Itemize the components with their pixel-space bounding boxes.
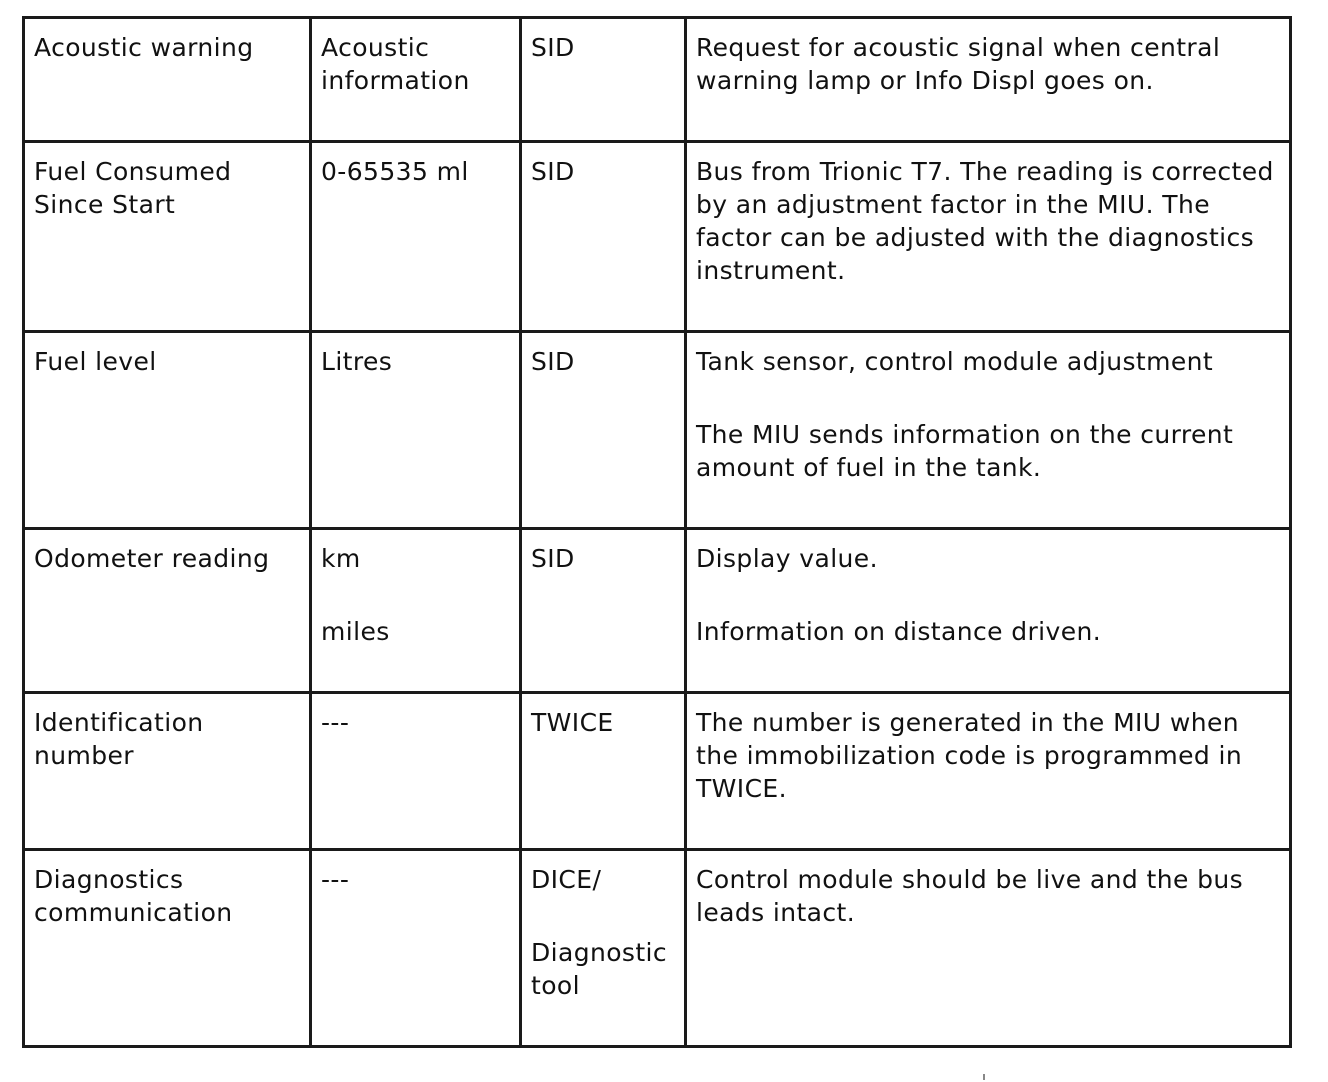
table-row <box>24 142 1291 332</box>
signal-table <box>22 16 1292 1048</box>
signal-name-cell <box>24 18 311 142</box>
unit-text: --- <box>321 708 350 737</box>
description-text: Tank sensor, control module adjustment <box>696 347 1214 376</box>
source-cell <box>521 142 686 332</box>
scan-speck <box>983 1074 985 1080</box>
unit-text: km <box>321 544 361 573</box>
source-text: SID <box>531 157 575 186</box>
unit-text: miles <box>321 617 390 646</box>
source-text: TWICE <box>531 708 614 737</box>
source-text: SID <box>531 347 575 376</box>
signal-name-cell <box>24 142 311 332</box>
table-row <box>24 332 1291 529</box>
source-cell <box>521 332 686 529</box>
signal-name: Fuel Consumed Since Start <box>34 157 232 219</box>
source-text: Diagnostic tool <box>531 938 668 1000</box>
unit-text: --- <box>321 865 350 894</box>
table-row <box>24 18 1291 142</box>
signal-name: Fuel level <box>34 347 157 376</box>
unit-cell <box>311 142 521 332</box>
description-text: Information on distance driven. <box>696 617 1102 646</box>
signal-name-cell <box>24 529 311 693</box>
source-text: SID <box>531 544 575 573</box>
table-row <box>24 529 1291 693</box>
description-cell <box>686 142 1291 332</box>
source-cell <box>521 529 686 693</box>
description-text: Control module should be live and the bus leads intact. <box>696 865 1244 927</box>
unit-text: Litres <box>321 347 393 376</box>
signal-name: Acoustic warning <box>34 33 254 62</box>
unit-cell <box>311 850 521 1047</box>
signal-name: Diagnostics communication <box>34 865 233 927</box>
source-text: DICE/ <box>531 865 602 894</box>
unit-cell <box>311 18 521 142</box>
source-cell <box>521 18 686 142</box>
unit-cell <box>311 693 521 850</box>
unit-text: 0-65535 ml <box>321 157 469 186</box>
description-cell <box>686 693 1291 850</box>
signal-name-cell <box>24 332 311 529</box>
signal-name: Identification number <box>34 708 204 770</box>
description-text: The MIU sends information on the current amount of fuel in the tank. <box>696 420 1234 482</box>
unit-text: Acoustic information <box>321 33 470 95</box>
description-text: The number is generated in the MIU when the immobilization code is programmed in TWICE. <box>696 708 1243 803</box>
source-text: SID <box>531 33 575 62</box>
description-cell <box>686 529 1291 693</box>
description-text: Bus from Trionic T7. The reading is corrected by an adjustment factor in the MIU. The factor can be adjusted with the diagnostics instrument. <box>696 157 1274 285</box>
description-cell <box>686 18 1291 142</box>
table-row <box>24 693 1291 850</box>
signal-name-cell <box>24 693 311 850</box>
description-text: Display value. <box>696 544 878 573</box>
description-text: Request for acoustic signal when central warning lamp or Info Displ goes on. <box>696 33 1221 95</box>
unit-cell <box>311 332 521 529</box>
source-cell <box>521 850 686 1047</box>
source-cell <box>521 693 686 850</box>
unit-cell <box>311 529 521 693</box>
signal-name: Odometer reading <box>34 544 270 573</box>
table-row <box>24 850 1291 1047</box>
signal-name-cell <box>24 850 311 1047</box>
description-cell <box>686 850 1291 1047</box>
description-cell <box>686 332 1291 529</box>
